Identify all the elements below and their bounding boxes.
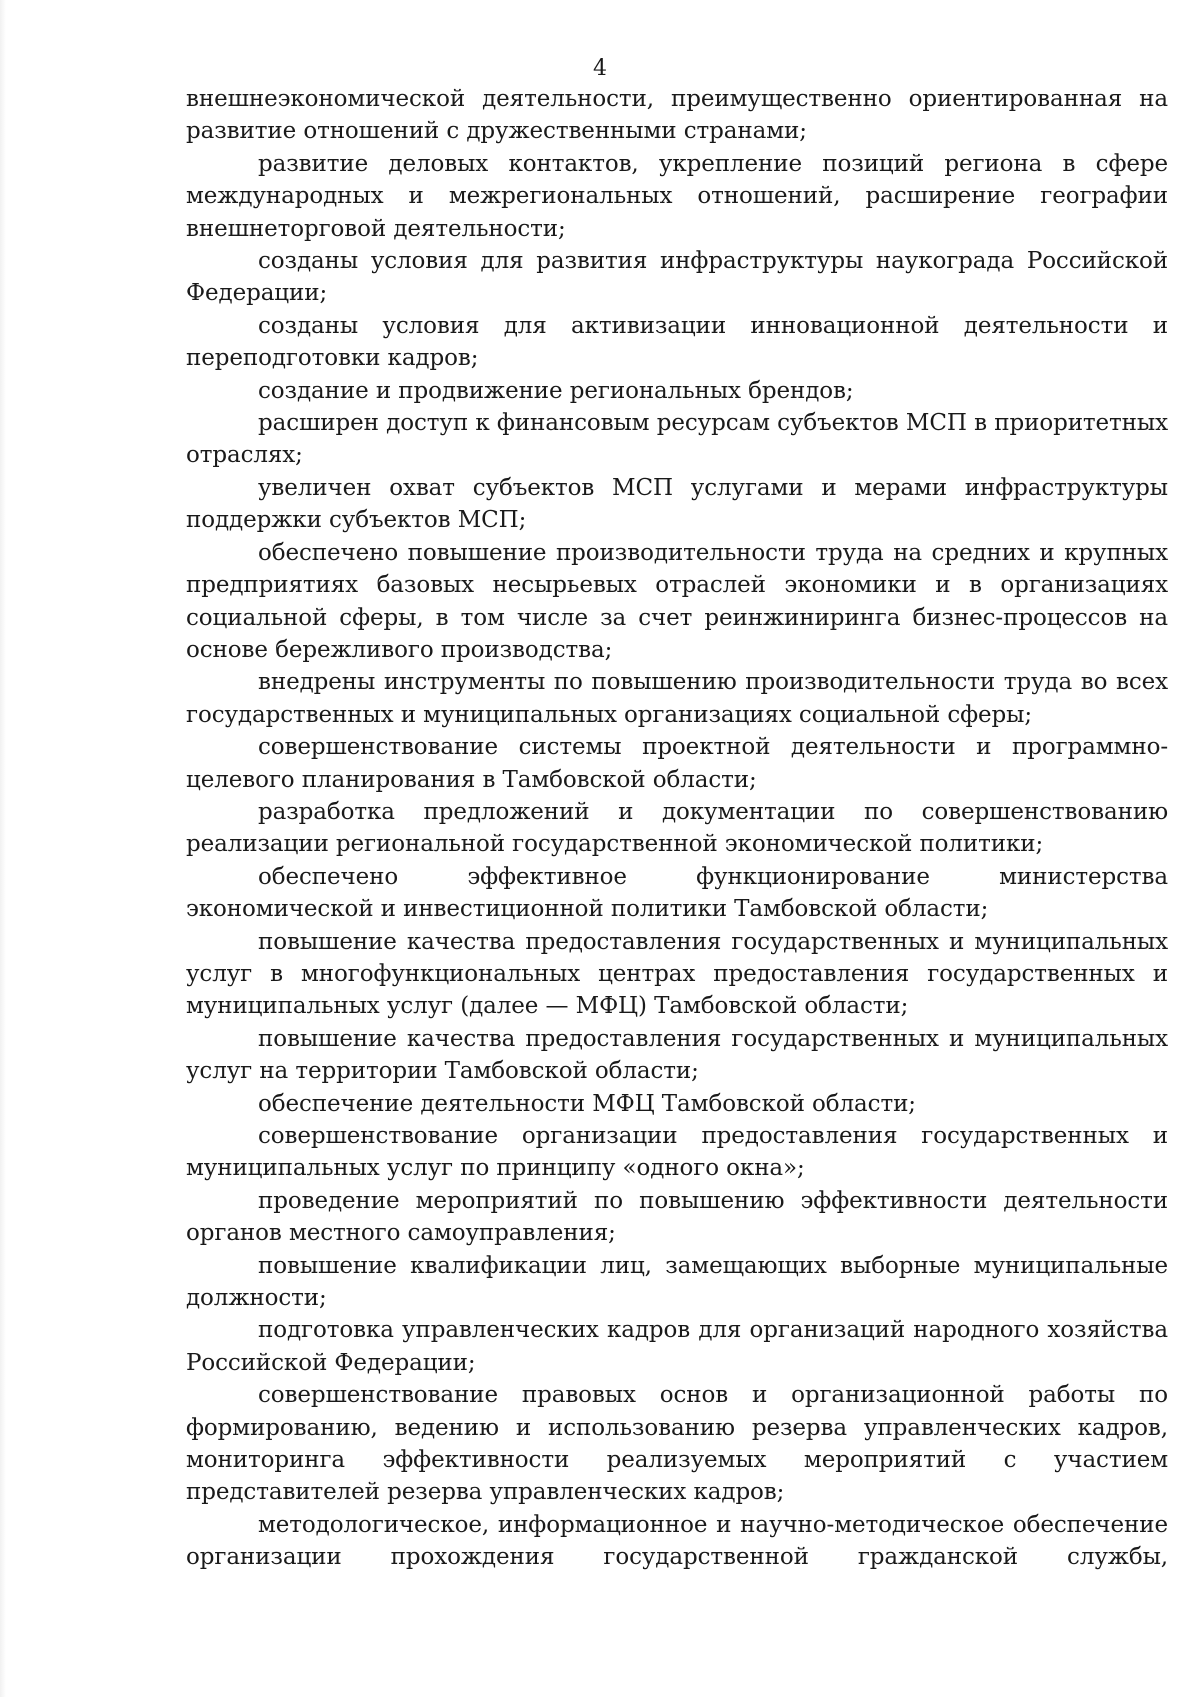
paragraph: создание и продвижение региональных брендов; — [258, 377, 854, 404]
page-number: 4 — [593, 56, 607, 81]
paragraph: обеспечение деятельности МФЦ Тамбовской области; — [258, 1090, 916, 1117]
paragraph: повышение квалификации лиц, замещающих выборные муниципальные должности; — [186, 1252, 1168, 1312]
paragraph: повышение качества предоставления государственных и муниципальных услуг на территории Тамбовской области; — [186, 1025, 1168, 1085]
paragraph: развитие деловых контактов, укрепление позиций региона в сфере международных и межрегиональных отношений, расширение географии внешнеторговой деятельности; — [186, 150, 1168, 242]
scan-edge-shadow — [0, 0, 6, 1697]
paragraph: подготовка управленческих кадров для организаций народного хозяйства Российской Федерации; — [186, 1317, 1168, 1376]
body-text — [186, 83, 1168, 1574]
paragraph: повышение качества предоставления государственных и муниципальных услуг в многофункциональных центрах предоставления государственных и муниципальных услуг (далее — МФЦ) Тамбовской области; — [186, 928, 1168, 1020]
paragraph: внешнеэкономической деятельности, преимущественно ориентированная на развитие отношений с дружественными странами; — [186, 86, 1168, 145]
paragraph: совершенствование системы проектной деятельности и программно-целевого планирования в Тамбовской области; — [186, 734, 1168, 793]
paragraph: обеспечено повышение производительности труда на средних и крупных предприятиях базовых несырьевых отраслей экономики и в организациях социальной сферы, в том числе за счет реинжиниринга бизнес-процессов на основе бережливого производства; — [186, 539, 1168, 663]
paragraph: совершенствование организации предоставления государственных и муниципальных услуг по принципу «одного окна»; — [186, 1123, 1168, 1182]
paragraph: совершенствование правовых основ и организационной работы по формированию, ведению и использованию резерва управленческих кадров, мониторинга эффективности реализуемых мероприятий с участием представителей резерва управленческих кадров; — [186, 1382, 1168, 1506]
paragraph: методологическое, информационное и научно-методическое обеспечение организации прохождения государственной гражданской службы, — [186, 1511, 1168, 1571]
paragraph: расширен доступ к финансовым ресурсам субъектов МСП в приоритетных отраслях; — [186, 410, 1168, 469]
paragraph: обеспечено эффективное функционирование министерства экономической и инвестиционной политики Тамбовской области; — [186, 863, 1168, 923]
paragraph: проведение мероприятий по повышению эффективности деятельности органов местного самоуправления; — [186, 1187, 1168, 1247]
paragraph: созданы условия для активизации инновационной деятельности и переподготовки кадров; — [186, 312, 1168, 372]
paragraph: внедрены инструменты по повышению производительности труда во всех государственных и муниципальных организациях социальной сферы; — [186, 669, 1168, 728]
paragraph: разработка предложений и документации по совершенствованию реализации региональной государственной экономической политики; — [186, 798, 1168, 858]
paragraph: увеличен охват субъектов МСП услугами и мерами инфраструктуры поддержки субъектов МСП; — [186, 474, 1168, 534]
paragraph: созданы условия для развития инфраструктуры наукограда Российской Федерации; — [186, 248, 1168, 307]
